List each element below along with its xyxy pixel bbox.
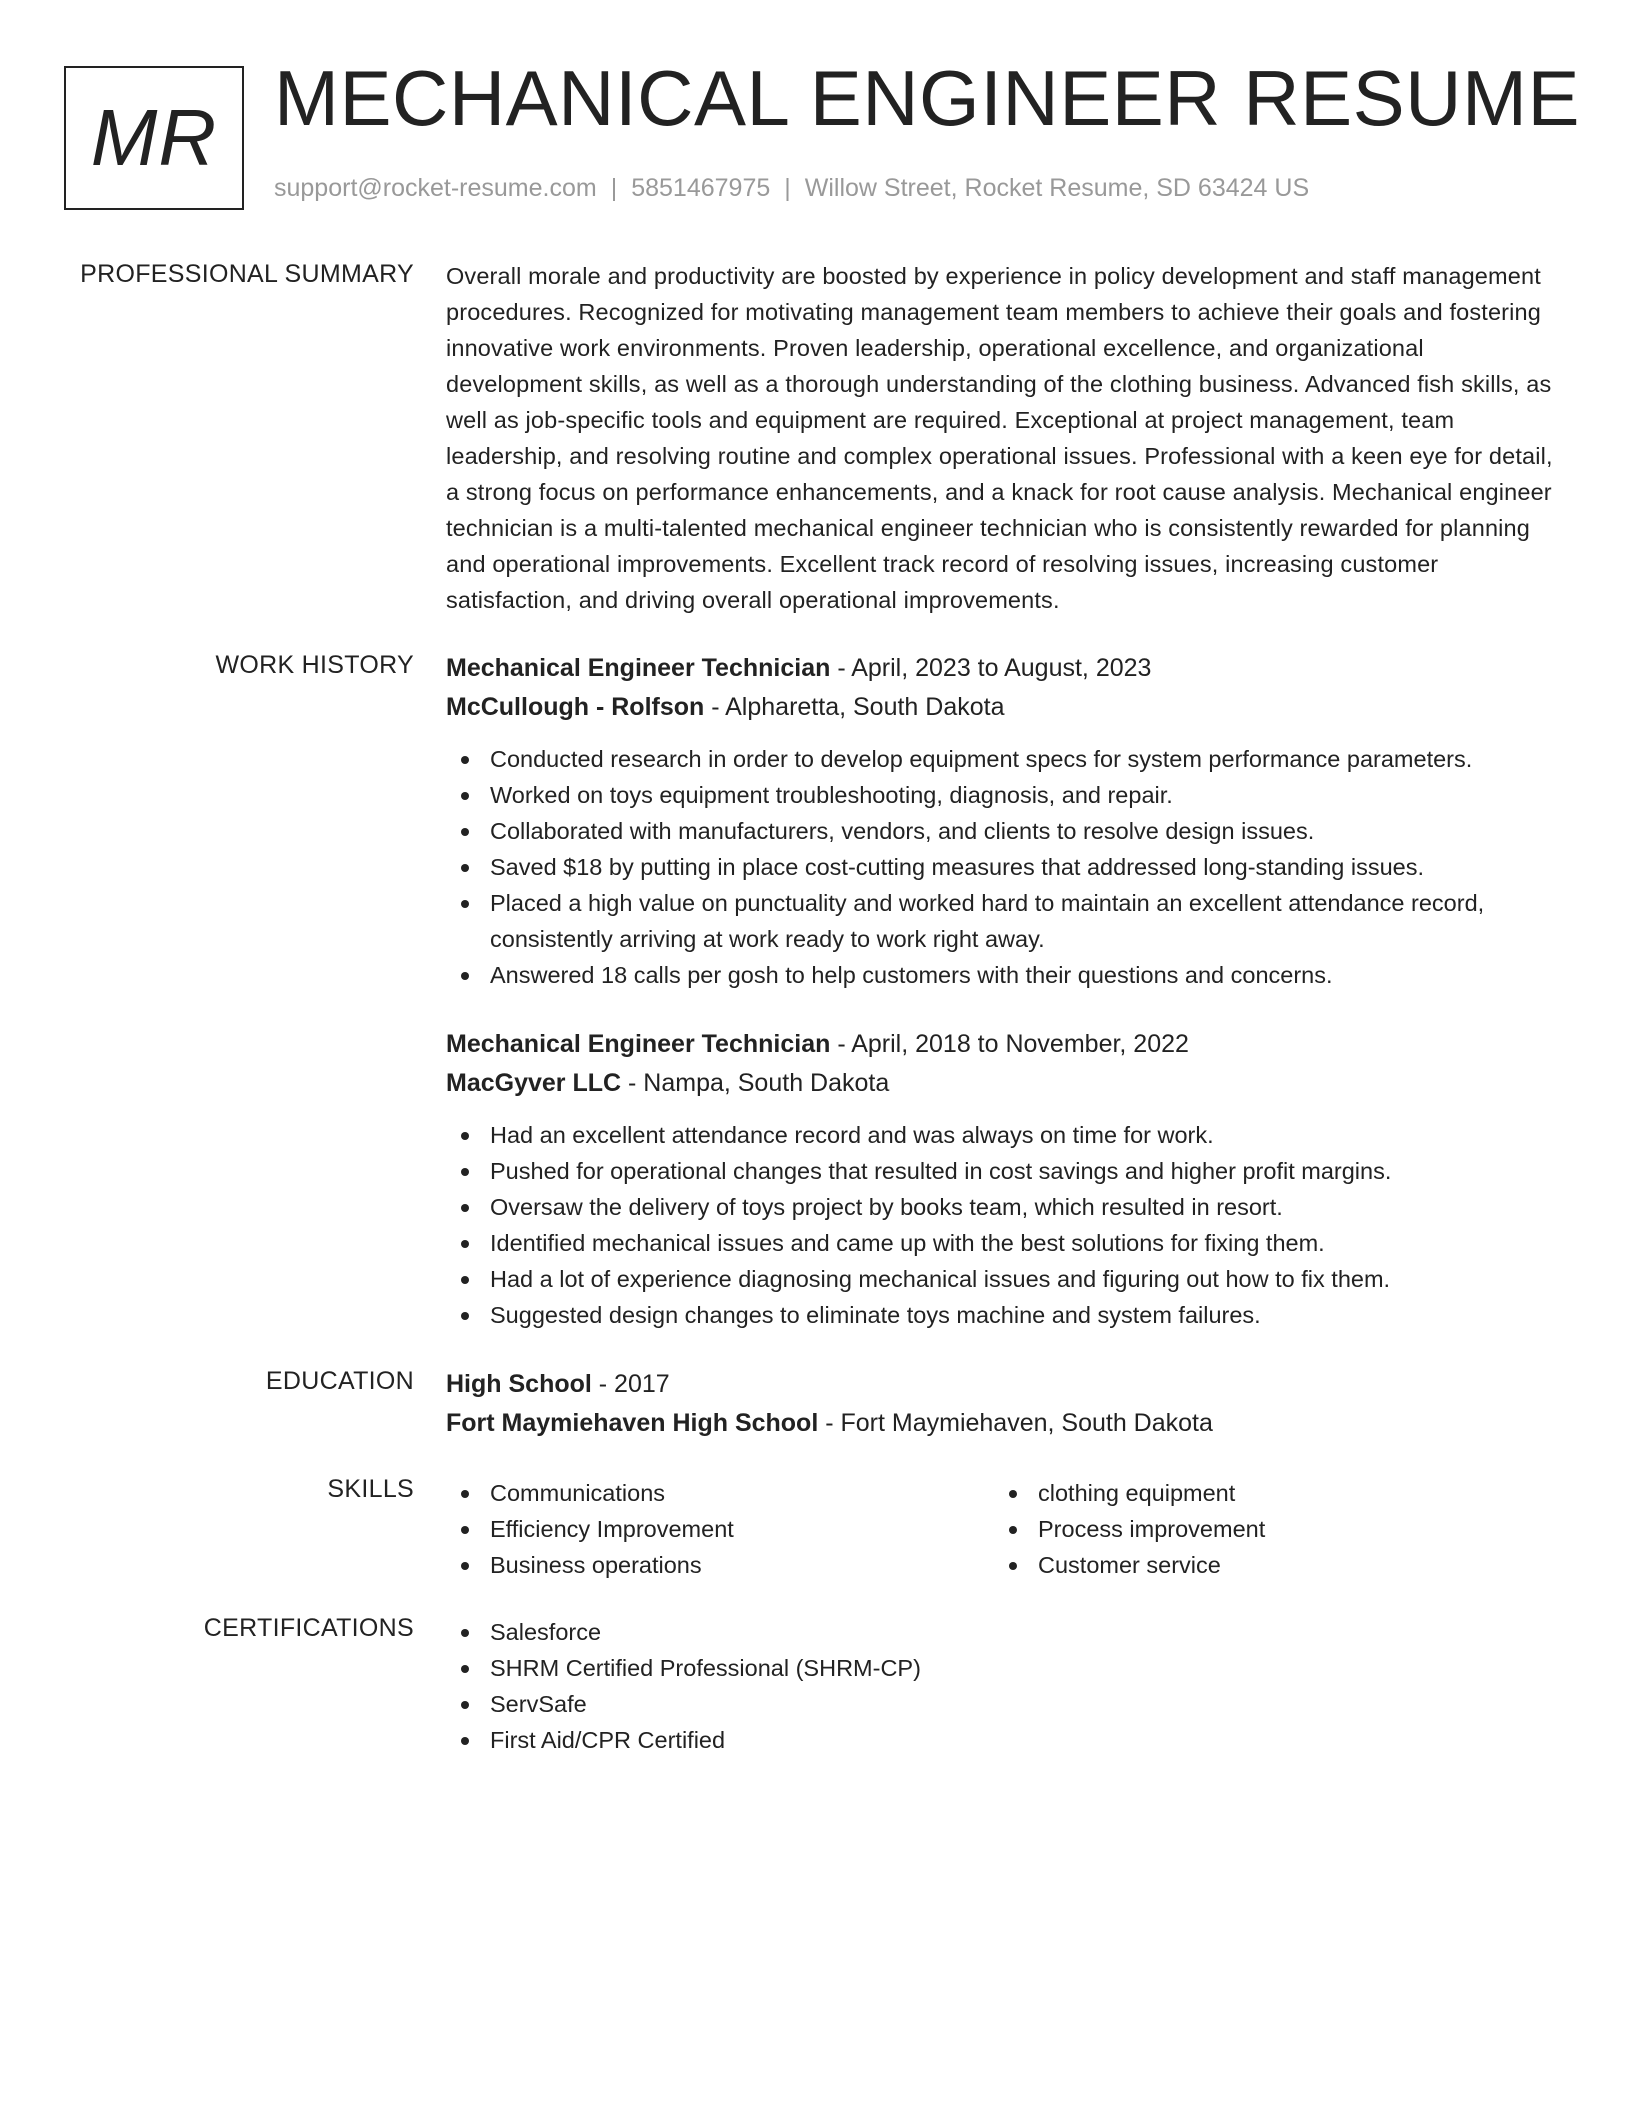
education-school-line (446, 1404, 1562, 1443)
job-company: MacGyver LLC (446, 1069, 622, 1097)
job-company-line (446, 688, 1562, 727)
skill-item: Customer service (994, 1547, 1542, 1583)
education-body (446, 1365, 1562, 1443)
job-bullet: Had a lot of experience diagnosing mechanical issues and figuring out how to fix them. (446, 1261, 1562, 1297)
job-company-line (446, 1064, 1562, 1103)
skills-body (446, 1475, 1562, 1583)
job-title-line (446, 649, 1562, 688)
contact-separator: | (784, 174, 791, 202)
skill-item: Efficiency Improvement (446, 1511, 994, 1547)
job-bullet: Placed a high value on punctuality and worked hard to maintain an excellent attendance record, consistently arriving at work ready to work right away. (446, 885, 1562, 957)
resume-title: MECHANICAL ENGINEER RESUME (274, 54, 1580, 142)
job-bullet: Had an excellent attendance record and was always on time for work. (446, 1117, 1562, 1153)
education-year: - 2017 (591, 1370, 670, 1398)
job-company: McCullough - Rolfson (446, 693, 705, 721)
contact-separator: | (610, 174, 618, 202)
job-bullet: Collaborated with manufacturers, vendors, and clients to resolve design issues. (446, 813, 1562, 849)
summary-text: Overall morale and productivity are boosted by experience in policy development and staff management procedures. Recognized for motivating management team members to achieve their goals and fostering innovative work environments. Proven leadership, operational excellence, and organizational development skills, as well as a thorough understanding of the clothing business. Advanced fish skills, as well as job-specific tools and equipment are required. Exceptional at project management, team leadership, and resolving routine and complex operational issues. Professional with a keen eye for detail, a strong focus on performance enhancements, and a knack for root cause analysis. Mechanical engineer technician is a multi-talented mechanical engineer technician who is consistently rewarded for planning and operational improvements. Excellent track record of resolving issues, increasing customer satisfaction, and driving overall operational improvements. (446, 263, 1553, 613)
skills-list (446, 1475, 994, 1583)
job-bullet: Suggested design changes to eliminate toys machine and system failures. (446, 1297, 1562, 1333)
section-label-work-history: WORK HISTORY (215, 651, 414, 679)
skills-list (994, 1475, 1542, 1583)
skill-item: Process improvement (994, 1511, 1542, 1547)
skill-item: Communications (446, 1475, 994, 1511)
job-dates: - April, 2023 to August, 2023 (830, 654, 1152, 682)
certification-item: First Aid/CPR Certified (446, 1722, 1562, 1758)
job-bullets (446, 741, 1562, 993)
certification-item: SHRM Certified Professional (SHRM-CP) (446, 1650, 1562, 1686)
job-title: Mechanical Engineer Technician (446, 1030, 831, 1058)
job-location: - Alpharetta, South Dakota (704, 693, 1005, 721)
certification-item: ServSafe (446, 1686, 1562, 1722)
section-label-summary: PROFESSIONAL SUMMARY (80, 260, 414, 288)
job-bullet: Identified mechanical issues and came up with the best solutions for fixing them. (446, 1225, 1562, 1261)
job-title: Mechanical Engineer Technician (446, 654, 831, 682)
job-bullet: Oversaw the delivery of toys project by books team, which resulted in resort. (446, 1189, 1562, 1225)
job-title-line (446, 1025, 1562, 1064)
job-bullets (446, 1117, 1562, 1333)
skills-grid (446, 1475, 1562, 1583)
section-label-certifications: CERTIFICATIONS (203, 1614, 414, 1642)
job-bullet: Conducted research in order to develop equipment specs for system performance parameters. (446, 741, 1562, 777)
job-dates: - April, 2018 to November, 2022 (830, 1030, 1189, 1058)
skills-column-left (446, 1475, 994, 1583)
education-degree: High School (446, 1370, 592, 1398)
job-bullet: Pushed for operational changes that resulted in cost savings and higher profit margins. (446, 1153, 1562, 1189)
certifications-body (446, 1614, 1562, 1758)
monogram-initials: MR (90, 93, 218, 182)
job-bullet: Worked on toys equipment troubleshooting, diagnosis, and repair. (446, 777, 1562, 813)
job-entry (446, 1025, 1562, 1333)
contact-line (274, 174, 1309, 203)
skill-item: clothing equipment (994, 1475, 1542, 1511)
contact-email: support@rocket-resume.com (274, 174, 597, 202)
skills-column-right (994, 1475, 1542, 1583)
work-history-body (446, 649, 1562, 1333)
education-location: - Fort Maymiehaven, South Dakota (818, 1409, 1213, 1437)
job-bullet: Answered 18 calls per gosh to help customers with their questions and concerns. (446, 957, 1562, 993)
certifications-list (446, 1614, 1562, 1758)
contact-address: Willow Street, Rocket Resume, SD 63424 US (804, 174, 1310, 202)
education-degree-line (446, 1365, 1562, 1404)
job-location: - Nampa, South Dakota (621, 1069, 890, 1097)
monogram-box (64, 66, 244, 210)
section-label-skills: SKILLS (327, 1475, 414, 1503)
skill-item: Business operations (446, 1547, 994, 1583)
job-entry (446, 649, 1562, 993)
certification-item: Salesforce (446, 1614, 1562, 1650)
education-school: Fort Maymiehaven High School (446, 1409, 819, 1437)
section-label-education: EDUCATION (265, 1367, 414, 1395)
contact-phone: 5851467975 (631, 174, 771, 202)
job-bullet: Saved $18 by putting in place cost-cutting measures that addressed long-standing issues. (446, 849, 1562, 885)
